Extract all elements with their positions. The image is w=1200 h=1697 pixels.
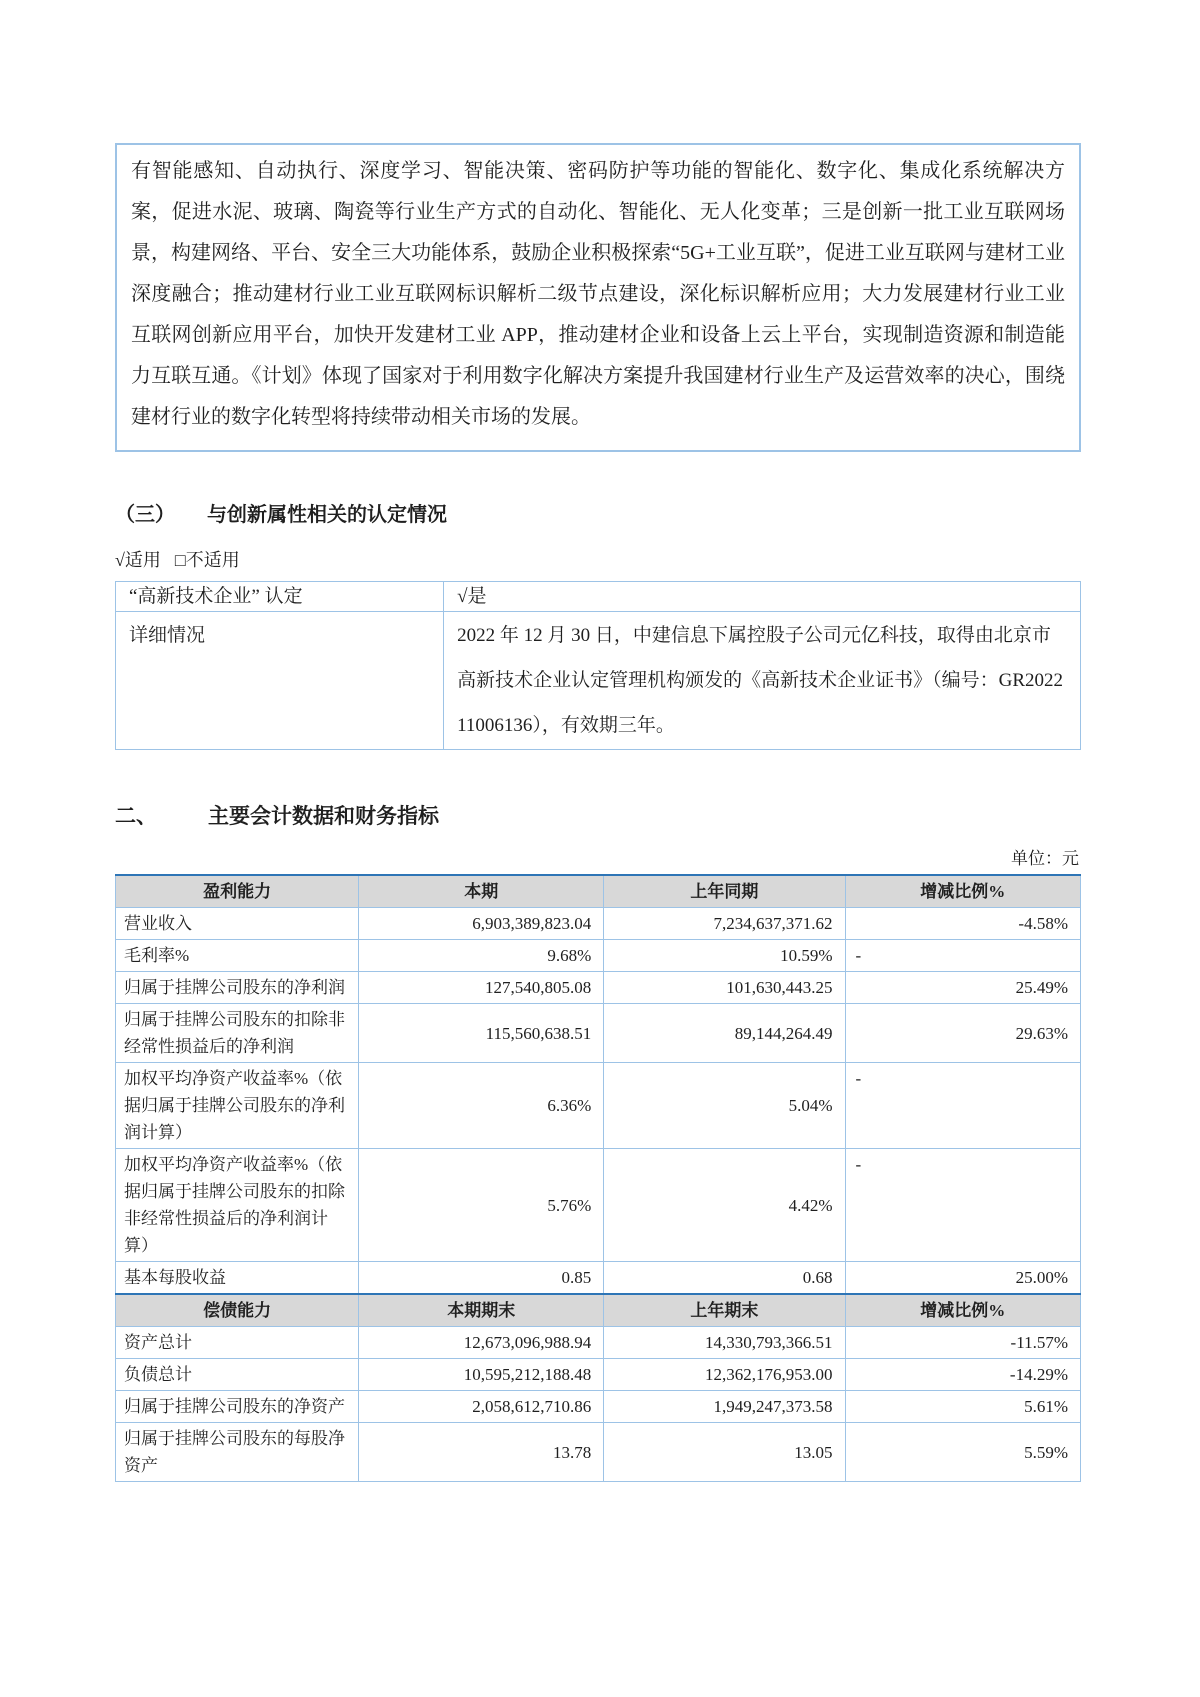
row-label: 营业收入 — [116, 908, 359, 940]
row-value: - — [845, 1063, 1080, 1149]
row-value: 13.78 — [359, 1423, 604, 1482]
table-row-roe-weighted-deducted — [116, 1149, 1081, 1262]
row-value: -4.58% — [845, 908, 1080, 940]
row-value: 29.63% — [845, 1004, 1080, 1063]
row-label: 加权平均净资产收益率%（依据归属于挂牌公司股东的净利润计算） — [116, 1063, 359, 1149]
row-value: 13.05 — [604, 1423, 845, 1482]
page-content — [115, 143, 1081, 1482]
row-value: -14.29% — [845, 1359, 1080, 1391]
cert-label: “高新技术企业” 认定 — [116, 582, 444, 612]
table-row-net-assets-per-share — [116, 1423, 1081, 1482]
row-value: 6.36% — [359, 1063, 604, 1149]
applicable-checked-option: √适用 — [115, 550, 161, 570]
row-value: 25.00% — [845, 1262, 1080, 1295]
column-header-prior-end: 上年期末 — [604, 1294, 845, 1327]
table-row-eps — [116, 1262, 1081, 1295]
row-value: 12,673,096,988.94 — [359, 1327, 604, 1359]
row-value: 5.59% — [845, 1423, 1080, 1482]
cert-label: 详细情况 — [116, 612, 444, 750]
row-value: 5.04% — [604, 1063, 845, 1149]
row-value: 14,330,793,366.51 — [604, 1327, 845, 1359]
row-value: - — [845, 1149, 1080, 1262]
row-value: 1,949,247,373.58 — [604, 1391, 845, 1423]
column-header-period-end: 本期期末 — [359, 1294, 604, 1327]
column-header-change: 增减比例% — [845, 875, 1080, 908]
row-value: 6,903,389,823.04 — [359, 908, 604, 940]
row-label: 归属于挂牌公司股东的净资产 — [116, 1391, 359, 1423]
row-value: 10.59% — [604, 940, 845, 972]
section-3-title: 与创新属性相关的认定情况 — [207, 504, 447, 526]
table-row-total-assets — [116, 1327, 1081, 1359]
table-row-total-liabilities — [116, 1359, 1081, 1391]
table-row-net-profit — [116, 972, 1081, 1004]
row-label: 毛利率% — [116, 940, 359, 972]
row-value: 12,362,176,953.00 — [604, 1359, 845, 1391]
row-label: 归属于挂牌公司股东的扣除非经常性损益后的净利润 — [116, 1004, 359, 1063]
row-label: 负债总计 — [116, 1359, 359, 1391]
certification-row-detail — [116, 612, 1081, 750]
row-value: 7,234,637,371.62 — [604, 908, 845, 940]
row-value: 5.76% — [359, 1149, 604, 1262]
table-row-gross-margin — [116, 940, 1081, 972]
row-value: - — [845, 940, 1080, 972]
row-label: 归属于挂牌公司股东的净利润 — [116, 972, 359, 1004]
row-value: 127,540,805.08 — [359, 972, 604, 1004]
intro-text-box — [115, 143, 1081, 452]
cert-value: 2022 年 12 月 30 日，中建信息下属控股子公司元亿科技，取得由北京市高新技术企业认定管理机构颁发的《高新技术企业证书》（编号：GR202211006136），有效期三年。 — [444, 612, 1081, 750]
row-label: 归属于挂牌公司股东的每股净资产 — [116, 1423, 359, 1482]
table-row-revenue — [116, 908, 1081, 940]
row-value: 5.61% — [845, 1391, 1080, 1423]
column-header-solvency: 偿债能力 — [116, 1294, 359, 1327]
section-heading-3 — [115, 498, 1081, 527]
section-2-number: 二、 — [115, 804, 157, 828]
solvency-header-row — [116, 1294, 1081, 1327]
applicability-line — [115, 546, 1081, 572]
table-row-net-profit-deducted — [116, 1004, 1081, 1063]
row-value: 89,144,264.49 — [604, 1004, 845, 1063]
row-value: 101,630,443.25 — [604, 972, 845, 1004]
row-value: 25.49% — [845, 972, 1080, 1004]
row-value: 2,058,612,710.86 — [359, 1391, 604, 1423]
row-value: 9.68% — [359, 940, 604, 972]
table-row-roe-weighted — [116, 1063, 1081, 1149]
not-applicable-option: □不适用 — [174, 550, 240, 570]
row-label: 资产总计 — [116, 1327, 359, 1359]
column-header-prior: 上年同期 — [604, 875, 845, 908]
financial-indicators-table — [115, 874, 1081, 1482]
certification-row-hitech — [116, 582, 1081, 612]
column-header-profit: 盈利能力 — [116, 875, 359, 908]
profit-header-row — [116, 875, 1081, 908]
intro-paragraph: 有智能感知、自动执行、深度学习、智能决策、密码防护等功能的智能化、数字化、集成化系统解决方案，促进水泥、玻璃、陶瓷等行业生产方式的自动化、智能化、无人化变革；三是创新一批工业互联网场景，构建网络、平台、安全三大功能体系，鼓励企业积极探索“5G+工业互联”，促进工业互联网与建材工业深度融合；推动建材行业工业互联网标识解析二级节点建设，深化标识解析应用；大力发展建材行业工业互联网创新应用平台，加快开发建材工业 APP，推动建材企业和设备上云上平台，实现制造资源和制造能力互联互通。《计划》体现了国家对于利用数字化解决方案提升我国建材行业生产及运营效率的决心，围绕建材行业的数字化转型将持续带动相关市场的发展。 — [131, 160, 1065, 428]
section-heading-2 — [115, 800, 1081, 830]
row-value: 115,560,638.51 — [359, 1004, 604, 1063]
certification-table — [115, 581, 1081, 750]
row-label: 加权平均净资产收益率%（依据归属于挂牌公司股东的扣除非经常性损益后的净利润计算） — [116, 1149, 359, 1262]
row-label: 基本每股收益 — [116, 1262, 359, 1295]
row-value: 4.42% — [604, 1149, 845, 1262]
row-value: 0.85 — [359, 1262, 604, 1295]
table-row-net-assets — [116, 1391, 1081, 1423]
row-value: 10,595,212,188.48 — [359, 1359, 604, 1391]
column-header-current: 本期 — [359, 875, 604, 908]
row-value: 0.68 — [604, 1262, 845, 1295]
section-2-title: 主要会计数据和财务指标 — [208, 804, 439, 828]
section-3-number: （三） — [115, 504, 175, 526]
column-header-change: 增减比例% — [845, 1294, 1080, 1327]
unit-label: 单位：元 — [1011, 849, 1079, 868]
cert-value: √是 — [444, 582, 1081, 612]
row-value: -11.57% — [845, 1327, 1080, 1359]
